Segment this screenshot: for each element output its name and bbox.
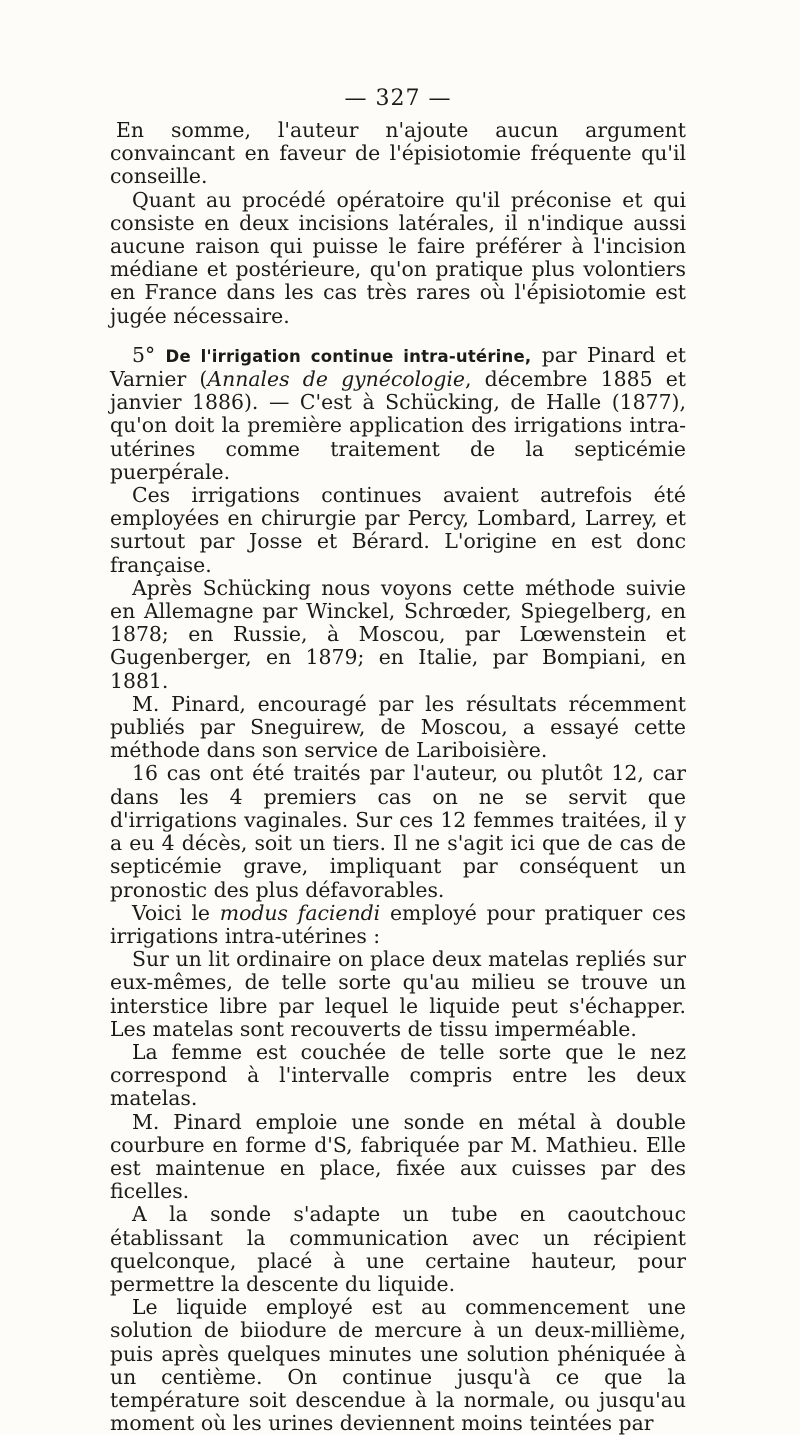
section-paragraph <box>110 344 686 484</box>
paragraph: M. Pinard emploie une sonde en métal à double courbure en forme d'S, fabriquée par M. Mathieu. Elle est maintenue en place, fixée aux cuisses par des ficelles. <box>110 1109 686 1204</box>
paragraph: Sur un lit ordinaire on place deux matelas repliés sur eux-mêmes, de telle sorte qu'au milieu se trouve un interstice libre par lequel le liquide peut s'échapper. Les matelas sont recouverts de tissu imperméable. <box>110 947 686 1041</box>
paragraph-text: employé pour pratiquer ces irrigations intra-utérines : <box>110 900 686 948</box>
paragraph-text: Voici le <box>132 900 220 925</box>
paragraph: Après Schücking nous voyons cette méthode suivie en Allemagne par Winckel, Schrœder, Spiegelberg, en 1878; en Russie, à Moscou, par Lœwenstein et Gugenberger, en 1879; en Italie, par Bompiani, en 1881. <box>110 575 686 693</box>
book-page <box>110 86 686 1435</box>
page-body <box>110 119 686 1435</box>
paragraph: 16 cas ont été traités par l'auteur, ou plutôt 12, car dans les 4 premiers cas on ne se servit que d'irrigations vaginales. Sur ces 12 femmes traitées, il y a eu 4 décès, soit un tiers. Il ne s'agit ici que de cas de septicémie grave, impliquant par conséquent un pronostic des plus défavorables. <box>110 761 686 902</box>
paragraph <box>110 902 686 948</box>
section-number: 5° <box>132 342 156 367</box>
latin-phrase: modus faciendi <box>219 900 381 925</box>
paragraph: Quant au procédé opératoire qu'il préconise et qui consiste en deux incisions latérales, il n'indique aussi aucune raison qui puisse le faire préférer à l'incision médiane et postérieure, qu'on pratique plus volontiers en France dans les cas très rares où l'épisiotomie est jugée nécessaire. <box>110 187 686 328</box>
paragraph: A la sonde s'adapte un tube en caoutchouc établissant la communication avec un récipient quelconque, placé à une certaine hauteur, pour permettre la descente du liquide. <box>110 1202 686 1296</box>
section-authors: par Pinard et Varnier ( <box>110 342 686 392</box>
paragraph: La femme est couchée de telle sorte que le nez correspond à l'intervalle compris entre les deux matelas. <box>110 1039 686 1111</box>
page-number: — 327 — <box>344 86 452 111</box>
paragraph: En somme, l'auteur n'ajoute aucun argument convaincant en faveur de l'épisiotomie fréquente qu'il conseille. <box>110 118 686 189</box>
section-heading: De l'irrigation continue intra-utérine, <box>165 346 532 366</box>
journal-title: Annales de gynécologie <box>207 367 465 392</box>
paragraph: M. Pinard, encouragé par les résultats récemment publiés par Sneguirew, de Moscou, a essayé cette méthode dans son service de Lariboisière. <box>110 691 686 763</box>
paragraph: Le liquide employé est au commencement une solution de biiodure de mercure à un deux-millième, puis après quelques minutes une solution phéniquée à un centième. On continue jusqu'à ce que la température soit descendue à la normale, ou jusqu'au moment où les urines deviennent moins teintées par <box>110 1295 686 1435</box>
section-text: , décembre 1885 et janvier 1886). — C'est à Schücking, de Halle (1877), qu'on doit la première application des irrigations intra-utérines comme traitement de la septicémie puerpérale. <box>110 367 686 484</box>
paragraph: Ces irrigations continues avaient autrefois été employées en chirurgie par Percy, Lombard, Larrey, et surtout par Josse et Bérard. L'origine en est donc française. <box>110 483 686 577</box>
